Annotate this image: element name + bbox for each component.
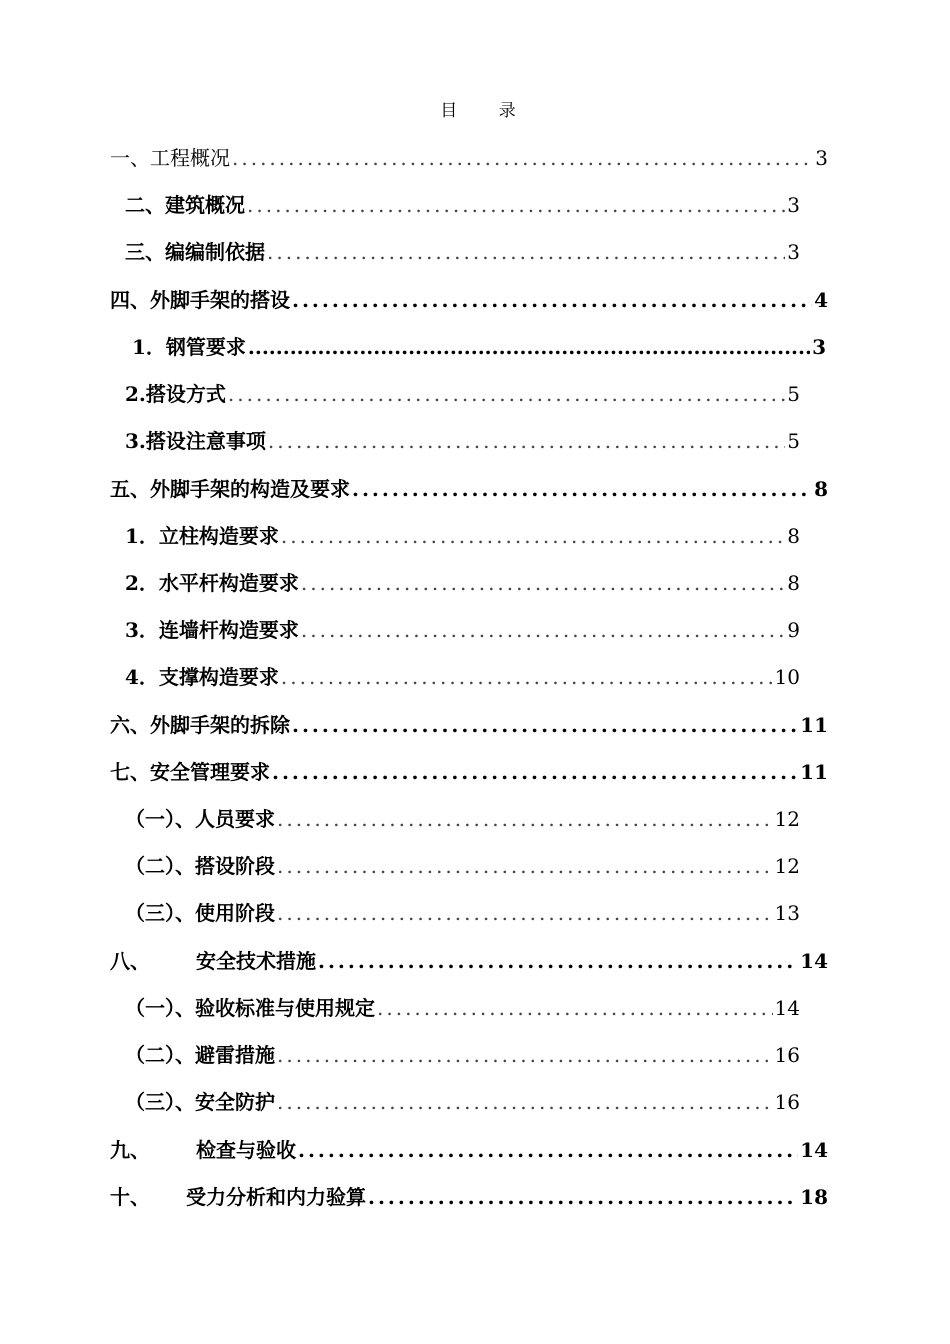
toc-entry[interactable]: [125, 1086, 800, 1116]
toc-entry-label: 3．连墙杆构造要求: [125, 618, 299, 642]
toc-entry-label: （一）、验收标准与使用规定: [125, 996, 375, 1020]
toc-entry-label: （三）、安全防护: [125, 1090, 275, 1114]
toc-entry[interactable]: [110, 1134, 828, 1164]
toc-entry-label: 六、外脚手架的拆除: [110, 713, 290, 737]
toc-entry[interactable]: [125, 614, 800, 644]
toc-leader-dots: [298, 1138, 798, 1162]
toc-entry-page: 9: [787, 618, 800, 642]
toc-entry-page: 11: [800, 760, 828, 784]
toc-entry-label: 五、外脚手架的构造及要求: [110, 477, 350, 501]
toc-leader-dots: [247, 193, 785, 217]
toc-entry-label: [110, 1134, 296, 1163]
toc-leader-dots: [301, 571, 785, 595]
toc-entry[interactable]: [110, 945, 828, 975]
toc-entry-page: 5: [787, 429, 800, 453]
toc-entry[interactable]: [110, 284, 828, 314]
toc-entry-label: 二、建筑概况: [125, 193, 245, 217]
toc-entry[interactable]: [125, 661, 800, 691]
toc-entry-page: 18: [800, 1185, 828, 1209]
toc-entry-label: （三）、使用阶段: [125, 901, 275, 925]
toc-leader-dots: [277, 1043, 773, 1067]
toc-entry[interactable]: [125, 425, 800, 455]
toc-leader-dots: [281, 665, 773, 689]
toc-leader-dots: [377, 996, 773, 1020]
toc-leader-dots: [277, 854, 773, 878]
toc-entry-page: 3: [815, 146, 828, 170]
toc-entry-number: 八、: [110, 949, 150, 973]
toc-leader-dots: [277, 901, 773, 925]
toc-entry[interactable]: [125, 897, 800, 927]
toc-entry-label: 四、外脚手架的搭设: [110, 288, 290, 312]
toc-entry[interactable]: [125, 189, 800, 219]
toc-leader-dots: [268, 429, 785, 453]
toc-leader-dots: [368, 1185, 798, 1209]
toc-entry[interactable]: [125, 803, 800, 833]
toc-leader-dots: [352, 477, 812, 501]
toc-entry-page: 16: [774, 1090, 800, 1114]
toc-entry-label: （一）、人员要求: [125, 807, 275, 831]
toc-leader-dots: [267, 240, 785, 264]
toc-entry-page: 13: [774, 901, 800, 925]
toc-entry-label: （二）、避雷措施: [125, 1043, 275, 1067]
toc-entry-label: 三、编编制依据: [125, 240, 265, 264]
toc-entry[interactable]: [125, 992, 800, 1022]
toc-entry-page: 3: [812, 335, 826, 359]
toc-leader-dots: [228, 382, 785, 406]
toc-entry-label: 一、工程概况: [110, 146, 230, 170]
toc-leader-dots: [318, 949, 798, 973]
toc-entry-label: 1．钢管要求: [132, 335, 246, 359]
toc-entry-label: 七、安全管理要求: [110, 760, 270, 784]
toc-entry-page: 12: [774, 807, 800, 831]
toc-entry-label: （二）、搭设阶段: [125, 854, 275, 878]
toc-entry-page: 11: [800, 713, 828, 737]
toc-entry[interactable]: [125, 378, 800, 408]
toc-entry[interactable]: [125, 520, 800, 550]
toc-entry-label: [110, 945, 316, 974]
toc-entry-page: 8: [787, 571, 800, 595]
toc-entry[interactable]: [125, 850, 800, 880]
toc-entry-label: 2．水平杆构造要求: [125, 571, 299, 595]
toc-entry-label: 3.搭设注意事项: [125, 429, 266, 453]
toc-entry-page: 10: [774, 665, 800, 689]
toc-leader-dots: [277, 1090, 773, 1114]
toc-entry[interactable]: [125, 1039, 800, 1069]
toc-entry-page: 14: [800, 1138, 828, 1162]
toc-entry-number: 九、: [110, 1138, 150, 1162]
toc-entry-number: 十、: [110, 1185, 150, 1209]
toc-entry-label: 4．支撑构造要求: [125, 665, 279, 689]
toc-leader-dots: [277, 807, 773, 831]
toc-entry-page: 8: [814, 477, 828, 501]
toc-entry-text: 安全技术措施: [196, 949, 316, 973]
toc-entry-page: 16: [774, 1043, 800, 1067]
toc-entry[interactable]: [132, 331, 826, 361]
toc-entry-page: 14: [800, 949, 828, 973]
toc-entry-text: 受力分析和内力验算: [186, 1185, 366, 1209]
toc-entry-text: 检查与验收: [196, 1138, 296, 1162]
toc-entry[interactable]: [110, 473, 828, 503]
toc-leader-dots: [292, 713, 798, 737]
toc-entry-label: 2.搭设方式: [125, 382, 226, 406]
toc-leader-dots: [301, 618, 785, 642]
toc-entry-page: 8: [787, 524, 800, 548]
toc-entry-page: 14: [774, 996, 800, 1020]
toc-entry[interactable]: [125, 236, 800, 266]
toc-entry[interactable]: [125, 567, 800, 597]
toc-title: 目 录: [440, 101, 534, 121]
toc-entry-label: 1．立柱构造要求: [125, 524, 279, 548]
toc-leader-dots: [292, 288, 812, 312]
toc-entry-page: 5: [787, 382, 800, 406]
toc-entry-page: 4: [814, 288, 828, 312]
toc-leader-dots: [248, 335, 810, 359]
toc-entry-label: [110, 1181, 366, 1210]
toc-entry[interactable]: [110, 756, 828, 786]
toc-entry[interactable]: [110, 142, 828, 172]
toc-entry-page: 12: [774, 854, 800, 878]
toc-leader-dots: [281, 524, 785, 548]
toc-leader-dots: [272, 760, 798, 784]
toc-entry[interactable]: [110, 1181, 828, 1211]
toc-leader-dots: [232, 146, 813, 170]
toc-entry[interactable]: [110, 709, 828, 739]
toc-entry-page: 3: [787, 193, 800, 217]
toc-entry-page: 3: [787, 240, 800, 264]
